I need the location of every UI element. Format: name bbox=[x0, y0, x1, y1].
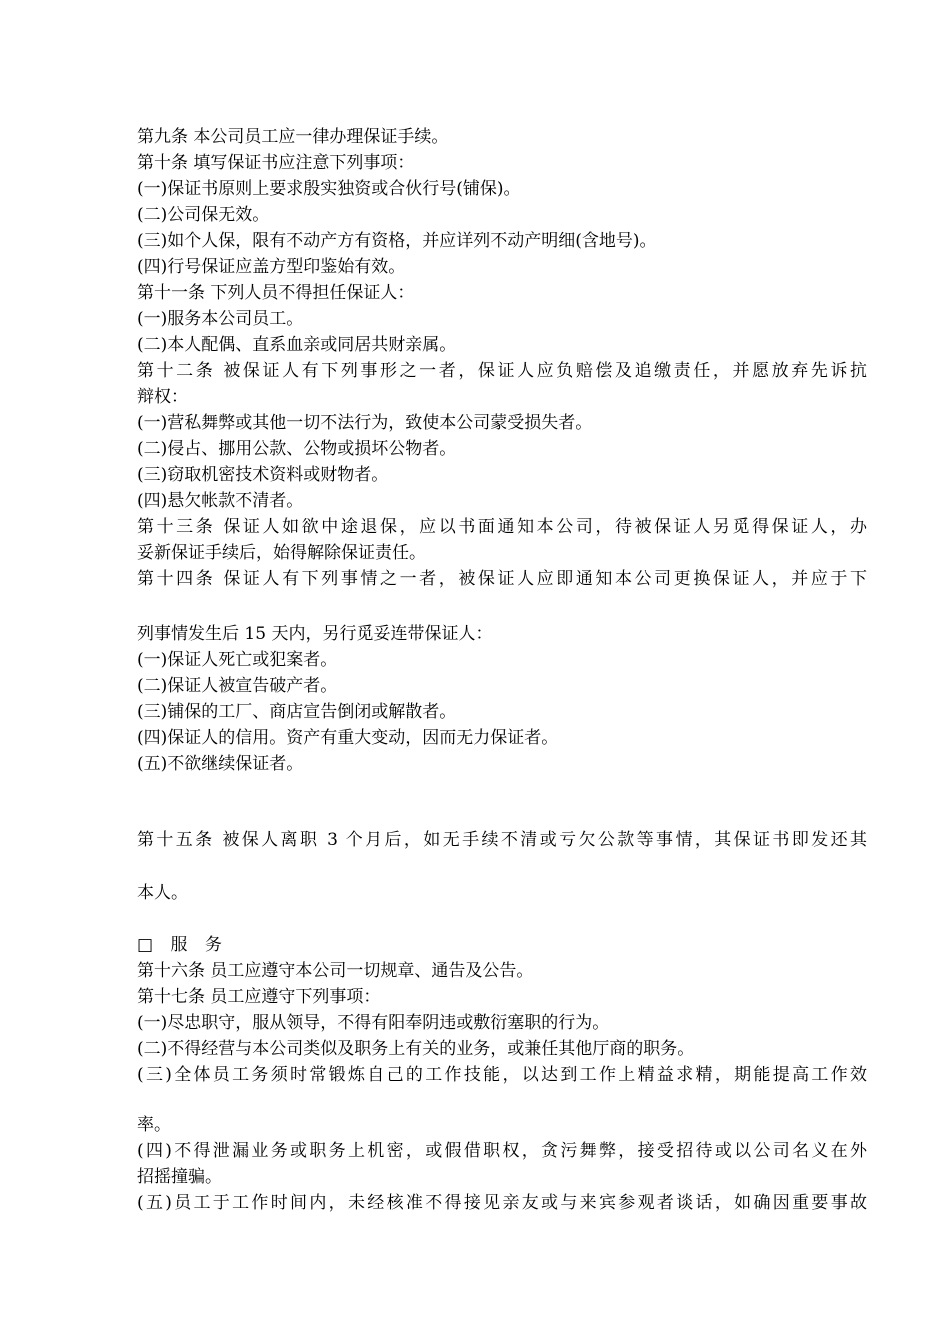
article-12-line-2: 辩权： bbox=[137, 387, 188, 407]
list-item: (四)悬欠帐款不清者。 bbox=[137, 491, 304, 511]
list-item-continuation: 招摇撞骗。 bbox=[137, 1167, 222, 1187]
list-item: (二)侵占、挪用公款、公物或损坏公物者。 bbox=[137, 439, 457, 459]
list-item: (四)保证人的信用。资产有重大变动，因而无力保证者。 bbox=[137, 728, 559, 748]
article-15-line-2: 本人。 bbox=[137, 883, 188, 903]
article-9: 第九条 本公司员工应一律办理保证手续。 bbox=[137, 127, 449, 147]
list-item: (三)全体员工务须时常锻炼自己的工作技能，以达到工作上精益求精，期能提高工作效 bbox=[137, 1065, 867, 1085]
list-item: (二)公司保无效。 bbox=[137, 205, 270, 225]
article-13-line-1: 第十三条 保证人如欲中途退保，应以书面通知本公司，待被保证人另觅得保证人，办 bbox=[137, 517, 867, 537]
article-13-line-2: 妥新保证手续后，始得解除保证责任。 bbox=[137, 543, 426, 563]
list-item: (三)如个人保，限有不动产方有资格，并应详列不动产明细(含地号)。 bbox=[137, 231, 657, 251]
list-item-continuation: 率。 bbox=[137, 1115, 171, 1135]
list-item: (三)窃取机密技术资料或财物者。 bbox=[137, 465, 389, 485]
article-14-line-2: 列事情发生后 15 天内，另行觅妥连带保证人： bbox=[137, 624, 493, 644]
list-item: (三)铺保的工厂、商店宣告倒闭或解散者。 bbox=[137, 702, 457, 722]
list-item: (二)本人配偶、直系血亲或同居共财亲属。 bbox=[137, 335, 457, 355]
list-item: (一)营私舞弊或其他一切不法行为，致使本公司蒙受损失者。 bbox=[137, 413, 593, 433]
list-item: (五)不欲继续保证者。 bbox=[137, 754, 304, 774]
list-item: (一)保证人死亡或犯案者。 bbox=[137, 650, 338, 670]
article-14-line-1: 第十四条 保证人有下列事情之一者，被保证人应即通知本公司更换保证人，并应于下 bbox=[137, 569, 867, 589]
list-item: (四)不得泄漏业务或职务上机密，或假借职权，贪污舞弊，接受招待或以公司名义在外 bbox=[137, 1141, 867, 1161]
list-item: (二)保证人被宣告破产者。 bbox=[137, 676, 338, 696]
list-item: (五)员工于工作时间内，未经核准不得接见亲友或与来宾参观者谈话，如确因重要事故 bbox=[137, 1193, 867, 1213]
article-12-line-1: 第十二条 被保证人有下列事形之一者，保证人应负赔偿及追缴责任，并愿放弃先诉抗 bbox=[137, 361, 867, 381]
list-item: (一)保证书原则上要求殷实独资或合伙行号(铺保)。 bbox=[137, 179, 521, 199]
article-11-heading: 第十一条 下列人员不得担任保证人： bbox=[137, 283, 415, 303]
list-item: (四)行号保证应盖方型印鉴始有效。 bbox=[137, 257, 406, 277]
article-16: 第十六条 员工应遵守本公司一切规章、通告及公告。 bbox=[137, 961, 534, 981]
list-item: (二)不得经营与本公司类似及职务上有关的业务，或兼任其他厅商的职务。 bbox=[137, 1039, 695, 1059]
section-heading: □ 服 务 bbox=[137, 935, 228, 955]
article-15-line-1: 第十五条 被保人离职 3 个月后，如无手续不清或亏欠公款等事情，其保证书即发还其 bbox=[137, 830, 867, 850]
list-item: (一)尽忠职守，服从领导，不得有阳奉阴违或敷衍塞职的行为。 bbox=[137, 1013, 610, 1033]
list-item: (一)服务本公司员工。 bbox=[137, 309, 304, 329]
article-17-heading: 第十七条 员工应遵守下列事项： bbox=[137, 987, 381, 1007]
article-10-heading: 第十条 填写保证书应注意下列事项： bbox=[137, 153, 415, 173]
